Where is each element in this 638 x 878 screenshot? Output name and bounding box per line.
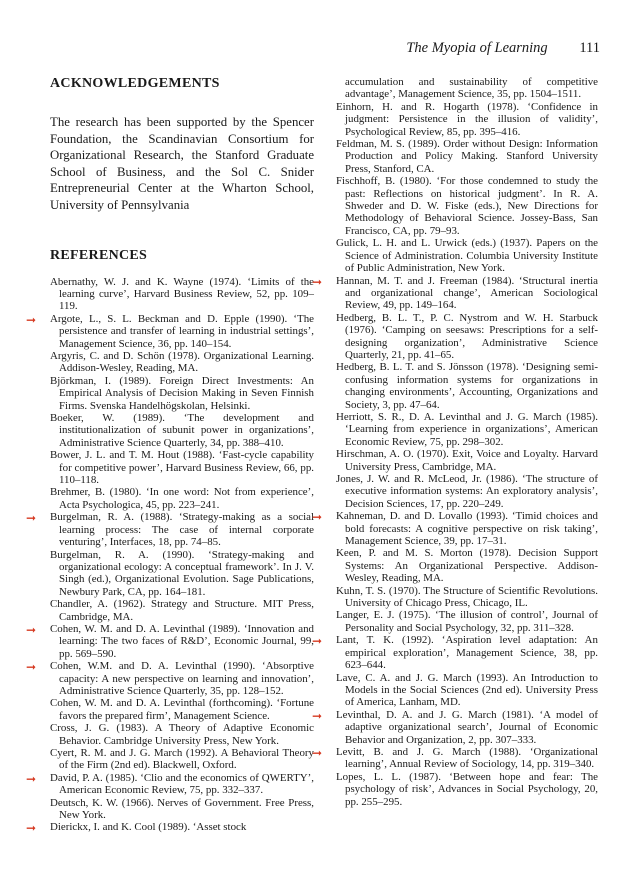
reference-entry	[50, 449, 314, 486]
reference-entry	[336, 672, 598, 709]
references-section	[26, 247, 314, 836]
reference-text: Brehmer, B. (1980). ‘In one word: Not from experience’, Acta Psychologica, 45, pp. 223–241.	[50, 486, 314, 511]
highlight-arrow-icon: ➞	[312, 510, 323, 525]
reference-entry	[336, 547, 598, 584]
running-header	[0, 40, 600, 57]
reference-entry	[336, 361, 598, 411]
reference-text: Hedberg, B. L. T. and S. Jönsson (1978). ‘Designing semi-confusing information systems for organizations in changing environments’, Accounting, Organizations and Society, 3, pp. 47–64.	[336, 361, 598, 411]
right-column	[312, 76, 598, 808]
reference-entry	[26, 821, 314, 836]
reference-entry	[50, 722, 314, 747]
reference-text: accumulation and sustainability of competitive advantage’, Management Science, 35, pp. 1504–1511.	[345, 76, 598, 101]
reference-text: Levinthal, D. A. and J. G. March (1981). ‘A model of adaptive organizational search’, Journal of Economic Behavior and Organization, 2, pp. 307–333.	[336, 708, 598, 746]
reference-text: Feldman, M. S. (1989). Order without Design: Information Production and Policy Making. Stanford University Press, Stanford, CA.	[336, 138, 598, 175]
page-number: 111	[579, 40, 600, 56]
reference-text: Einhorn, H. and R. Hogarth (1978). ‘Confidence in judgment: Persistence in the illusion of validity’, Psychological Review, 85, pp. 395–416.	[336, 100, 598, 138]
highlight-arrow-icon: ➞	[26, 771, 37, 786]
reference-text: Cohen, W.M. and D. A. Levinthal (1990). ‘Absorptive capacity: A new perspective on learning and innovation’, Administrative Science Quarterly, 35, pp. 128–152.	[50, 660, 314, 697]
reference-entry	[312, 510, 598, 548]
acknowledgements-section	[50, 76, 314, 214]
reference-text: Hirschman, A. O. (1970). Exit, Voice and Loyalty. Harvard University Press, Cambridge, MA.	[336, 448, 598, 473]
acknowledgements-text: The research has been supported by the Spencer Foundation, the Scandinavian Consortium for Organizational Research, the Stanford Graduate School of Business, and the Sol C. Snider Entrepreneurial Center at the Wharton School, University of Pennsylvania	[50, 115, 314, 212]
reference-text: Gulick, L. H. and L. Urwick (eds.) (1937). Papers on the Science of Administration. Columbia University Institute of Public Administration, New York.	[336, 237, 598, 275]
reference-text: Jones, J. W. and R. McLeod, Jr. (1986). ‘The structure of executive information systems: An exploratory analysis’, Decision Sciences, 17, pp. 220–249.	[336, 473, 598, 510]
reference-entry	[312, 745, 598, 771]
reference-entry	[312, 634, 598, 672]
reference-text: David, P. A. (1985). ‘Clio and the economics of QWERTY’, American Economic Review, 75, pp. 332–337.	[50, 771, 314, 797]
reference-text: Chandler, A. (1962). Strategy and Structure. MIT Press, Cambridge, MA.	[50, 598, 314, 623]
reference-text: Björkman, I. (1989). Foreign Direct Investments: An Empirical Analysis of Decision Making in Seven Finnish Firms. Svenska Handelhögskolan, Helsinki.	[50, 374, 314, 412]
reference-entry	[336, 237, 598, 274]
reference-entry	[336, 609, 598, 634]
reference-text: Cyert, R. M. and J. G. March (1992). A Behavioral Theory of the Firm (2nd ed). Blackwell, Oxford.	[50, 747, 314, 772]
highlight-arrow-icon: ➞	[26, 660, 37, 675]
reference-text: Lant, T. K. (1992). ‘Aspiration level adaptation: An empirical exploration’, Management Science, 38, pp. 623–644.	[336, 634, 598, 672]
reference-entry	[50, 350, 314, 375]
reference-text: Langer, E. J. (1975). ‘The illusion of control’, Journal of Personality and Social Psychology, 32, pp. 311–328.	[336, 609, 598, 634]
reference-text: Hannan, M. T. and J. Freeman (1984). ‘Structural inertia and organizational change’, American Sociological Review, 49, pp. 149–164.	[336, 274, 598, 312]
reference-entry	[312, 708, 598, 746]
acknowledgements-heading: ACKNOWLEDGEMENTS	[50, 76, 220, 91]
reference-text: Deutsch, K. W. (1966). Nerves of Government. Free Press, New York.	[50, 796, 314, 822]
reference-text: Herriott, S. R., D. A. Levinthal and J. G. March (1985). ‘Learning from experience in organizations’, American Economic Review, 75, pp. 298–302.	[336, 410, 598, 448]
highlight-arrow-icon: ➞	[312, 634, 323, 649]
reference-text: Burgelman, R. A. (1988). ‘Strategy-making as a social learning process: The case of internal corporate venturing’, Interfaces, 18, pp. 74–85.	[50, 511, 314, 549]
reference-entry	[336, 101, 598, 138]
reference-entry	[336, 175, 598, 237]
reference-entry	[50, 486, 314, 511]
reference-entry	[336, 411, 598, 448]
reference-text: Argote, L., S. L. Beckman and D. Epple (1990). ‘The persistence and transfer of learning in industrial settings’, Management Science, 36, pp. 140–154.	[50, 312, 314, 350]
reference-entry	[336, 771, 598, 808]
reference-text: Keen, P. and M. S. Morton (1978). Decision Support Systems: An Organizational Perspective. Addison-Wesley, Reading, MA.	[336, 547, 598, 585]
reference-entry	[336, 138, 598, 175]
reference-entry	[26, 660, 314, 697]
reference-entry	[336, 76, 598, 101]
reference-entry	[336, 312, 598, 362]
highlight-arrow-icon: ➞	[26, 821, 37, 836]
reference-entry	[336, 585, 598, 610]
highlight-arrow-icon: ➞	[312, 708, 323, 723]
references-heading: REFERENCES	[50, 247, 148, 263]
highlight-arrow-icon: ➞	[26, 622, 37, 637]
highlight-arrow-icon: ➞	[26, 511, 37, 526]
highlight-arrow-icon: ➞	[312, 745, 323, 760]
reference-text: Dierickx, I. and K. Cool (1989). ‘Asset stock	[50, 821, 247, 834]
reference-entry	[312, 274, 598, 312]
reference-text: Levitt, B. and J. G. March (1988). ‘Organizational learning’, Annual Review of Sociology, 14, pp. 319–340.	[336, 745, 598, 771]
reference-text: Kuhn, T. S. (1970). The Structure of Scientific Revolutions. University of Chicago Press, Chicago, IL.	[336, 584, 598, 610]
reference-text: Fischhoff, B. (1980). ‘For those condemned to study the past: Reflections on historical judgment’. In R. A. Shweder and D. W. Fiske (eds.), New Directions for Methodology of Behavioral Science. Jossey-Bass, San Francisco, CA, pp. 79–93.	[336, 175, 598, 237]
highlight-arrow-icon: ➞	[26, 312, 37, 327]
reference-entry	[50, 549, 314, 599]
reference-entry	[50, 375, 314, 412]
running-title: The Myopia of Learning	[406, 40, 548, 56]
reference-entry	[50, 276, 314, 313]
reference-entry	[50, 747, 314, 772]
reference-text: Cohen, W. M. and D. A. Levinthal (1989). ‘Innovation and learning: The two faces of R&D’, Economic Journal, 99, pp. 569–590.	[50, 622, 314, 660]
reference-text: Cross, J. G. (1983). A Theory of Adaptive Economic Behavior. Cambridge University Press, New York.	[50, 722, 314, 747]
reference-text: Argyris, C. and D. Schön (1978). Organizational Learning. Addison-Wesley, Reading, MA.	[50, 350, 314, 375]
reference-text: Hedberg, B. L. T., P. C. Nystrom and W. H. Starbuck (1976). ‘Camping on seesaws: Prescriptions for a self-designing organization’, Administrative Science Quarterly, 21, pp. 41–65.	[336, 311, 598, 361]
reference-text: Burgelman, R. A. (1990). ‘Strategy-making and organizational ecology: A conceptual framework’. In J. V. Singh (ed.), Organizational Evolution. Sage Publications, Newbury Park, CA, pp. 164–181.	[50, 548, 314, 598]
reference-list-right	[312, 76, 598, 808]
reference-text: Kahneman, D. and D. Lovallo (1993). ‘Timid choices and bold forecasts: A cognitive perspective on risk taking’, Management Science, 39, pp. 17–31.	[336, 510, 598, 548]
reference-text: Lopes, L. L. (1987). ‘Between hope and fear: The psychology of risk’, Advances in Social Psychology, 20, pp. 255–295.	[336, 770, 598, 808]
reference-entry	[50, 697, 314, 722]
reference-text: Bower, J. L. and T. M. Hout (1988). ‘Fast-cycle capability for competitive power’, Harvard Business Review, 66, pp. 110–118.	[50, 449, 314, 487]
reference-entry	[26, 312, 314, 350]
reference-entry	[50, 598, 314, 623]
reference-text: Lave, C. A. and J. G. March (1993). An Introduction to Models in the Social Sciences (2nd ed). University Press of America, Lanham, MD.	[336, 671, 598, 709]
reference-text: Cohen, W. M. and D. A. Levinthal (forthcoming). ‘Fortune favors the prepared firm’, Management Science.	[50, 697, 314, 722]
reference-text: Abernathy, W. J. and K. Wayne (1974). ‘Limits of the learning curve’, Harvard Business Review, 52, pp. 109–119.	[50, 275, 314, 313]
highlight-arrow-icon: ➞	[312, 274, 323, 289]
reference-entry	[26, 622, 314, 660]
reference-entry	[26, 771, 314, 797]
reference-entry	[50, 412, 314, 449]
reference-list-left	[26, 275, 314, 836]
reference-entry	[336, 473, 598, 510]
reference-entry	[336, 448, 598, 473]
reference-entry	[50, 797, 314, 822]
reference-entry	[26, 511, 314, 549]
reference-text: Boeker, W. (1989). ‘The development and institutionalization of subunit power in organizations’, Administrative Science Quarterly, 34, pp. 388–410.	[50, 412, 314, 449]
left-column	[26, 76, 314, 836]
